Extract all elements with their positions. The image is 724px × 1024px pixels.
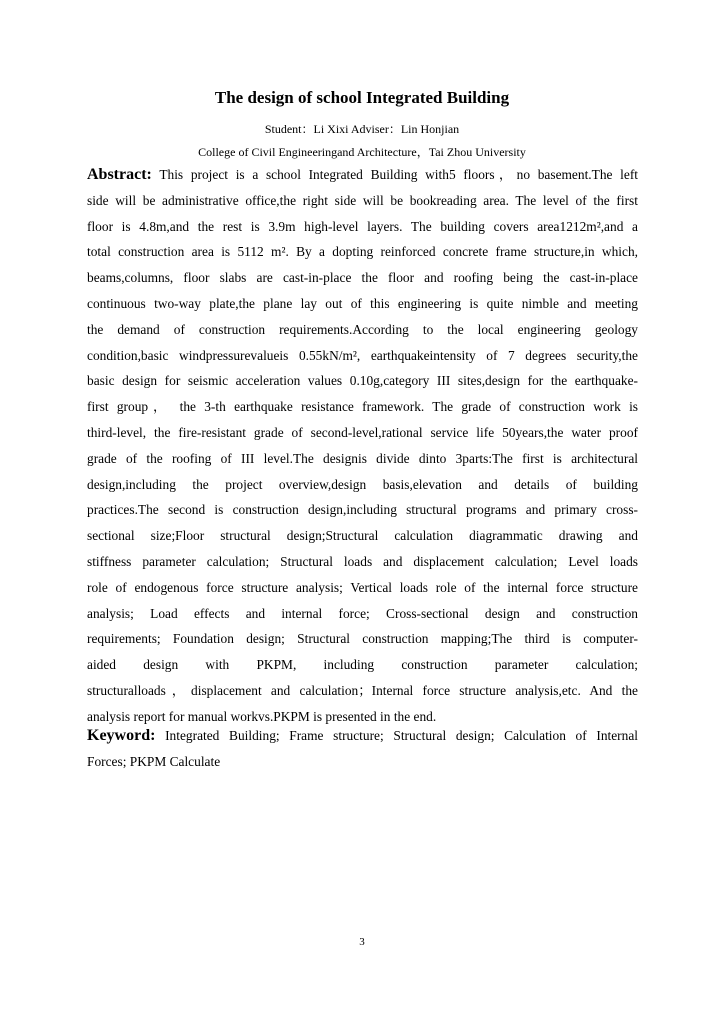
abstract-line: first group， the 3-th earthquake resistance framework. The grade of construction work is (87, 399, 638, 415)
abstract-line: role of endogenous force structure analysis; Vertical loads role of the internal force structure (87, 579, 638, 595)
abstract-line: grade of the roofing of III level.The designis divide dinto 3parts:The first is architectural (87, 450, 638, 466)
abstract-line: structuralloads，displacement and calculation；Internal force structure analysis,etc. And the (87, 682, 638, 698)
abstract-line: side will be administrative office,the right side will be bookreading area. The level of the first (87, 192, 638, 208)
abstract-line: third-level, the fire-resistant grade of second-level,rational service life 50years,the water proof (87, 424, 638, 440)
keyword-section (87, 723, 638, 775)
abstract-line: Abstract: This project is a school Integrated Building with5 floors，no basement.The left (87, 166, 638, 183)
abstract-line: sectional size;Floor structural design;Structural calculation diagrammatic drawing and (87, 528, 638, 544)
author-line: Student：Li Xixi Adviser：Lin Honjian (264, 122, 460, 136)
keyword-label: Keyword: (87, 727, 156, 744)
paper-title: The design of school Integrated Building (214, 88, 510, 107)
page-number: 3 (359, 936, 365, 948)
abstract-line: aided design with PKPM, including construction parameter calculation; (87, 657, 638, 673)
abstract-line: practices.The second is construction design,including structural programs and primary cross- (87, 502, 638, 518)
abstract-line: stiffness parameter calculation; Structural loads and displacement calculation; Level loads (87, 553, 638, 569)
keyword-line: Forces; PKPM Calculate (87, 753, 221, 769)
abstract-line: condition,basic windpressurevalueis 0.55kN/m², earthquakeintensity of 7 degrees security,the (87, 347, 638, 363)
abstract-line: analysis; Load effects and internal force; Cross-sectional design and construction (87, 605, 638, 621)
abstract-line: design,including the project overview,design basis,elevation and details of building (87, 476, 638, 492)
abstract-label: Abstract: (87, 166, 152, 183)
abstract-line: floor is 4.8m,and the rest is 3.9m high-level layers. The building covers area1212m²,and a (87, 218, 638, 234)
abstract-line: continuous two-way plate,the plane lay out of this engineering is quite nimble and meeting (87, 295, 638, 311)
keyword-line: Keyword: Integrated Building; Frame structure; Structural design; Calculation of Internal (87, 727, 638, 744)
abstract-line: analysis report for manual workvs.PKPM is presented in the end. (87, 708, 437, 724)
abstract-line: the demand of construction requirements.According to the local engineering geology (87, 321, 638, 337)
affiliation-line: College of Civil Engineeringand Architecture，Tai Zhou University (198, 145, 526, 159)
abstract-line: total construction area is 5112 m². By a dopting reinforced concrete frame structure,in which, (87, 244, 638, 260)
abstract-line: beams,columns, floor slabs are cast-in-place the floor and roofing being the cast-in-place (87, 270, 638, 286)
abstract-line: basic design for seismic acceleration values 0.10g,category III sites,design for the earthquake- (87, 373, 638, 389)
abstract-section (87, 162, 638, 730)
abstract-line: requirements; Foundation design; Structural construction mapping;The third is computer- (87, 631, 638, 647)
